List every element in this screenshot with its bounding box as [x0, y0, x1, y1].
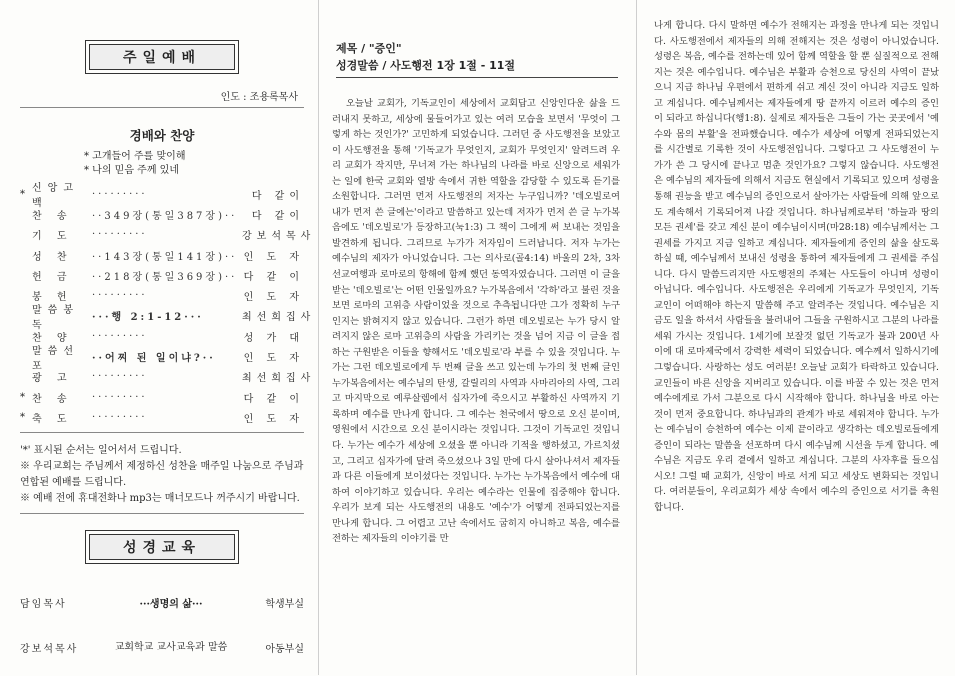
order-detail: ·········: [92, 411, 148, 423]
order-leader: 다 같이: [251, 190, 304, 202]
order-name: 성 찬: [32, 251, 73, 263]
worship-notes: [20, 443, 304, 507]
order-name: 찬 송: [32, 210, 73, 222]
bible-study-title: 성경교육: [89, 534, 235, 560]
note: ※ 우리교회는 주님께서 제정하신 성찬을 매주일 나눔으로 주님과 연합된 예배를 드립니다.: [20, 460, 304, 488]
order-leader: 최선희집사: [242, 373, 316, 385]
order-mark: *: [20, 411, 25, 423]
order-detail: ·········: [92, 330, 148, 342]
worship-order-row: [20, 407, 304, 427]
order-name: 헌 금: [32, 271, 73, 283]
study-teacher: 담임목사: [20, 599, 67, 611]
worship-order-row: [20, 345, 304, 372]
order-leader: 다 같 이: [243, 271, 304, 283]
worship-order-row: [20, 204, 304, 224]
worship-title-box: [85, 40, 239, 74]
worship-order-row: [20, 367, 316, 387]
order-name: 찬 송: [32, 393, 73, 405]
order-leader: 다 같 이: [243, 393, 304, 405]
order-name: 광 고: [32, 373, 73, 385]
order-name: 말씀봉독: [32, 304, 79, 331]
sermon-header: [336, 40, 618, 78]
order-name: 찬 양: [32, 332, 73, 344]
divider: [336, 77, 618, 78]
divider: [20, 432, 304, 433]
study-row: [20, 620, 304, 676]
order-mark: *: [20, 188, 25, 200]
worship-title: 주일예배: [89, 44, 235, 70]
divider: [20, 513, 304, 514]
sermon-panel: [318, 0, 636, 675]
worship-order-list: [20, 183, 316, 428]
order-detail: ·········: [92, 391, 148, 403]
study-room: 아동부실: [265, 644, 304, 656]
praise-subtitle: 경배와 찬양: [129, 128, 195, 143]
order-detail: ·········: [92, 229, 148, 241]
study-teacher: 강보석목사: [20, 644, 79, 656]
study-row: [20, 586, 304, 620]
worship-order-panel: [0, 0, 318, 675]
order-leader: 인 도 자: [243, 353, 304, 365]
worship-order-row: [20, 387, 304, 407]
worship-order-row: [20, 265, 304, 285]
worship-order-row: [20, 183, 304, 210]
sermon-body-continued: 나게 합니다. 다시 말하면 예수가 전해지는 과정을 만나게 되는 것입니다. 사도행전에서 제자들의 의해 전해지는 것은 성령이 아니었습니다. 성령은 복음, 예수를 전하는데 있어 함께 역할을 할 뿐 실질적으로 전해지는 것은 예수입니다. 예수님은 부활과 승천으로 당신의 사역이 끝났으니 지금 하나님 우편에서 편하게 쉬고 계신 것이 아니라 지금도 일하고 계십니다. 예수님께서는 제자들에게 땅 끝까지 이르러 예수의 증인이 되라고 하십니다(행1:8). 실제로 제자들은 그들이 가는 곳곳에서 '예수와 몸의 부활'을 전파했습니다. 예수가 세상에 어떻게 전파되었는지를 시간별로 기록한 것이 사도행전입니다. 그렇다고 그 사도행전이 누가가 쓴 그 당시에 끝나고 멈춘 것인가요? 그렇지 않습니다. 사도행전은 예수님의 제자들에 의해서 지금도 현실에서 기록되고 있으며 성령을 통해 권능을 받고 예수님의 증인으로서 살아가는 사람들에 의해 앞으로도 계속해서 기록되어져 나갈 것입니다. 하나님께로부터 '하늘과 땅의 모든 권세'를 갖고 계신 분이 예수님이시며(마28:18) 예수님께서는 그 권세를 가지고 지금 일하고 계십니다. 제자들에게 증인의 삶을 살도록 하실 때, 예수님께서 보내신 성령을 통하여 제자들에게 그 권세를 주십니다. 다시 말씀드리지만 사도행전의 주체는 사도들이 아니며 성령이 아닙니다. 예수입니다. 사도행전은 우리에게 기독교가 무엇인지, 기독교인이 어떠해야 하는지 말씀해 주고 알려주는 것입니다. 예수님은 지금도 일을 하셔서 사람들을 불러내어 그들을 구원하시고 그분의 나라를 세워 가시는 것입니다. 1세기에 보잘것 없던 기독교가 불과 200년 사이에 대 로마제국에서 강력한 세력이 되었습니다. 예수께서 일하시기에 그렇습니다. 사랑하는 성도 여러분! 오늘날 교회가 타락하고 있습니다. 교인들이 바른 신앙을 지버리고 있습니다. 이를 바꿀 수 있는 것은 먼저 예수에게로 가서 그분으로 다시 시작해야 합니다. 하나님을 바로 아는 것이 먼저 중요합니다. 하나님과의 관계가 바로 세워져야 합니다. 누가는 예수님이 승천하여 예수는 이제 끝이라고 생각하는 데오빌로들에게 증인이 되라는 말씀을 선포하며 다시 예수님께 시선을 두게 합니다. 예수님은 지금도 우리 곁에서 일하고 계십니다. 그분의 사자후를 들으십시오! 그럴 때 교회가, 신앙이 바로 서게 되고 세상도 변화되는 것입니다. 여러분들이, 우리교회가 세상 속에서 예수의 증인으로 서기를 축원합니다.: [654, 20, 939, 513]
note: '*' 표시된 순서는 일어서서 드립니다.: [20, 444, 182, 456]
order-leader: 최선희집사: [242, 312, 316, 324]
praise-song: * 나의 믿음 주께 있네: [84, 165, 179, 176]
sermon-passage: 성경말씀 / 사도행전 1장 1절 - 11절: [336, 59, 516, 72]
order-leader: 인 도 자: [243, 292, 304, 304]
study-topic: 교회학교 교사교육과 말씀: [114, 641, 228, 653]
study-topic: ···생명의 삶···: [139, 599, 203, 611]
order-detail: ·········: [92, 371, 148, 383]
worship-order-row: [20, 304, 316, 331]
order-detail: ·········: [92, 290, 148, 302]
order-name: 봉 헌: [32, 292, 73, 304]
order-name: 축 도: [32, 413, 73, 425]
divider: [20, 107, 304, 108]
sermon-body: 오늘날 교회가, 기독교인이 세상에서 교회답고 신앙인다운 삶을 드러내지 못하고, 세상에 물들어가고 있는 여러 모습을 보면서 '무엇이 그렇게 하는 것인가?' 고민하게 되었습니다. 그러던 중 사도행전을 보았고 이 사도행전을 통해 '기독교가 무엇인지, 교회가 무엇인지' 알려드려 우리 교회가 작지만, 무너져 가는 하나님의 나라를 바로 신앙으로 세워가는 일에 한국 교회와 열방 속에서 귀한 역할을 감당할 수 있도록 듣기를 소원합니다. 그러면 먼저 사도행전의 저자는 누구입니까? '데오빌로여 내가 먼저 쓴 글에는'이라고 말씀하고 있는데 저자가 먼저 쓴 글 누가복음에도 '데오빌로'가 등장하고(눅1:3) 그 책이 그에게 써 보내는 것임을 발견하게 됩니다. 그리므로 누가가 저자임이 드러납니다. 저자 누가는 예수님의 제자가 아니었습니다. 그는 의사로(골4:14) 바울의 2차, 3차 선교여행과 로마로의 항해에 함께 했던 동역자였습니다. 그러면 이 글을 받는 '데오빌로'는 어떤 인물일까요? 누가복음에서 '각하'라고 불린 것을 보면 로마의 고위층 사람이었을 것으로 추측됩니다만 그가 정확히 누구인지는 밝혀지지 않고 있습니다. 그런가 하면 데오빌로는 누가 당시 알려지지 않은 로마 고위층의 사람을 가리키는 것을 넘어 지금 이 글을 접하는 구원받은 이들을 향해서도 '데오빌로'라 부를 수 있을 것입니다. 누가는 그런 데오빌로에게 두 번째 글을 쓰고 있는데 누가의 첫 번째 글인 누가복음에서는 예수님의 탄생, 갈릴리의 사역과 사마리아의 사역, 그리고 마지막으로 예루살렘에서 십자가에 죽으시고 부활하신 사역까지 기록하며 예수를 만나게 합니다. 그 예수는 천국에서 땅으로 오신 분이며, 영원에서 시간으로 오신 분이시라는 것입니다. 그것이 기독교인 것입니다. 누가는 예수가 세상에 오셨을 뿐 아니라 기적을 행하셨고, 가르치셨고, 그리고 십자가에 달려 죽으셨으나 3일 만에 다시 살아나셔서 제자들과 다른 이들에게 보이셨다는 것입니다. 누가는 누가복음에서 예수에 대하여 이야기하고 있습니다. 우리는 예수라는 인물에 집중해야 합니다. 우리가 보게 되는 사도행전의 내용도 '예수'가 어떻게 전파되었는지를 만나게 합니다. 그 어렵고 고난 속에서도 굽히지 아니하고 복음, 예수를 전하는 제자들의 이야기를 만: [332, 98, 620, 545]
worship-order-row: [20, 225, 316, 245]
order-name: 기 도: [32, 231, 73, 243]
study-room: 학생부실: [265, 599, 304, 611]
worship-order-row: [20, 245, 304, 265]
sermon-title: 제목 / "증인": [336, 42, 402, 55]
note: ※ 예배 전에 휴대전화나 mp3는 매너모드나 꺼주시기 바랍니다.: [20, 492, 300, 504]
order-detail: ··어찌 된 일이냐?··: [92, 353, 216, 365]
bible-study-list: [20, 586, 304, 676]
order-leader: 인 도 자: [243, 413, 304, 425]
order-detail: ···행 2:1-12···: [92, 312, 204, 324]
worship-leader: 인도 : 조용록목사: [220, 92, 298, 103]
order-detail: ··349장(통일387장)··: [92, 210, 238, 222]
order-detail: ·········: [92, 188, 148, 200]
order-mark: *: [20, 391, 25, 403]
praise-song: * 고개들어 주를 맞이해: [84, 151, 186, 162]
order-leader: 다 같이: [251, 210, 304, 222]
order-detail: ··218장(통일369장)··: [92, 271, 238, 283]
sermon-continued-panel: [636, 0, 955, 675]
order-detail: ··143장(통일141장)··: [92, 251, 238, 263]
order-leader: 인 도 자: [243, 251, 304, 263]
order-leader: 강보석목사: [242, 231, 316, 243]
order-leader: 성 가 대: [243, 332, 304, 344]
order-name: 신앙고백: [32, 183, 79, 210]
order-name: 말씀선포: [32, 345, 79, 372]
bible-study-title-box: [85, 530, 239, 564]
